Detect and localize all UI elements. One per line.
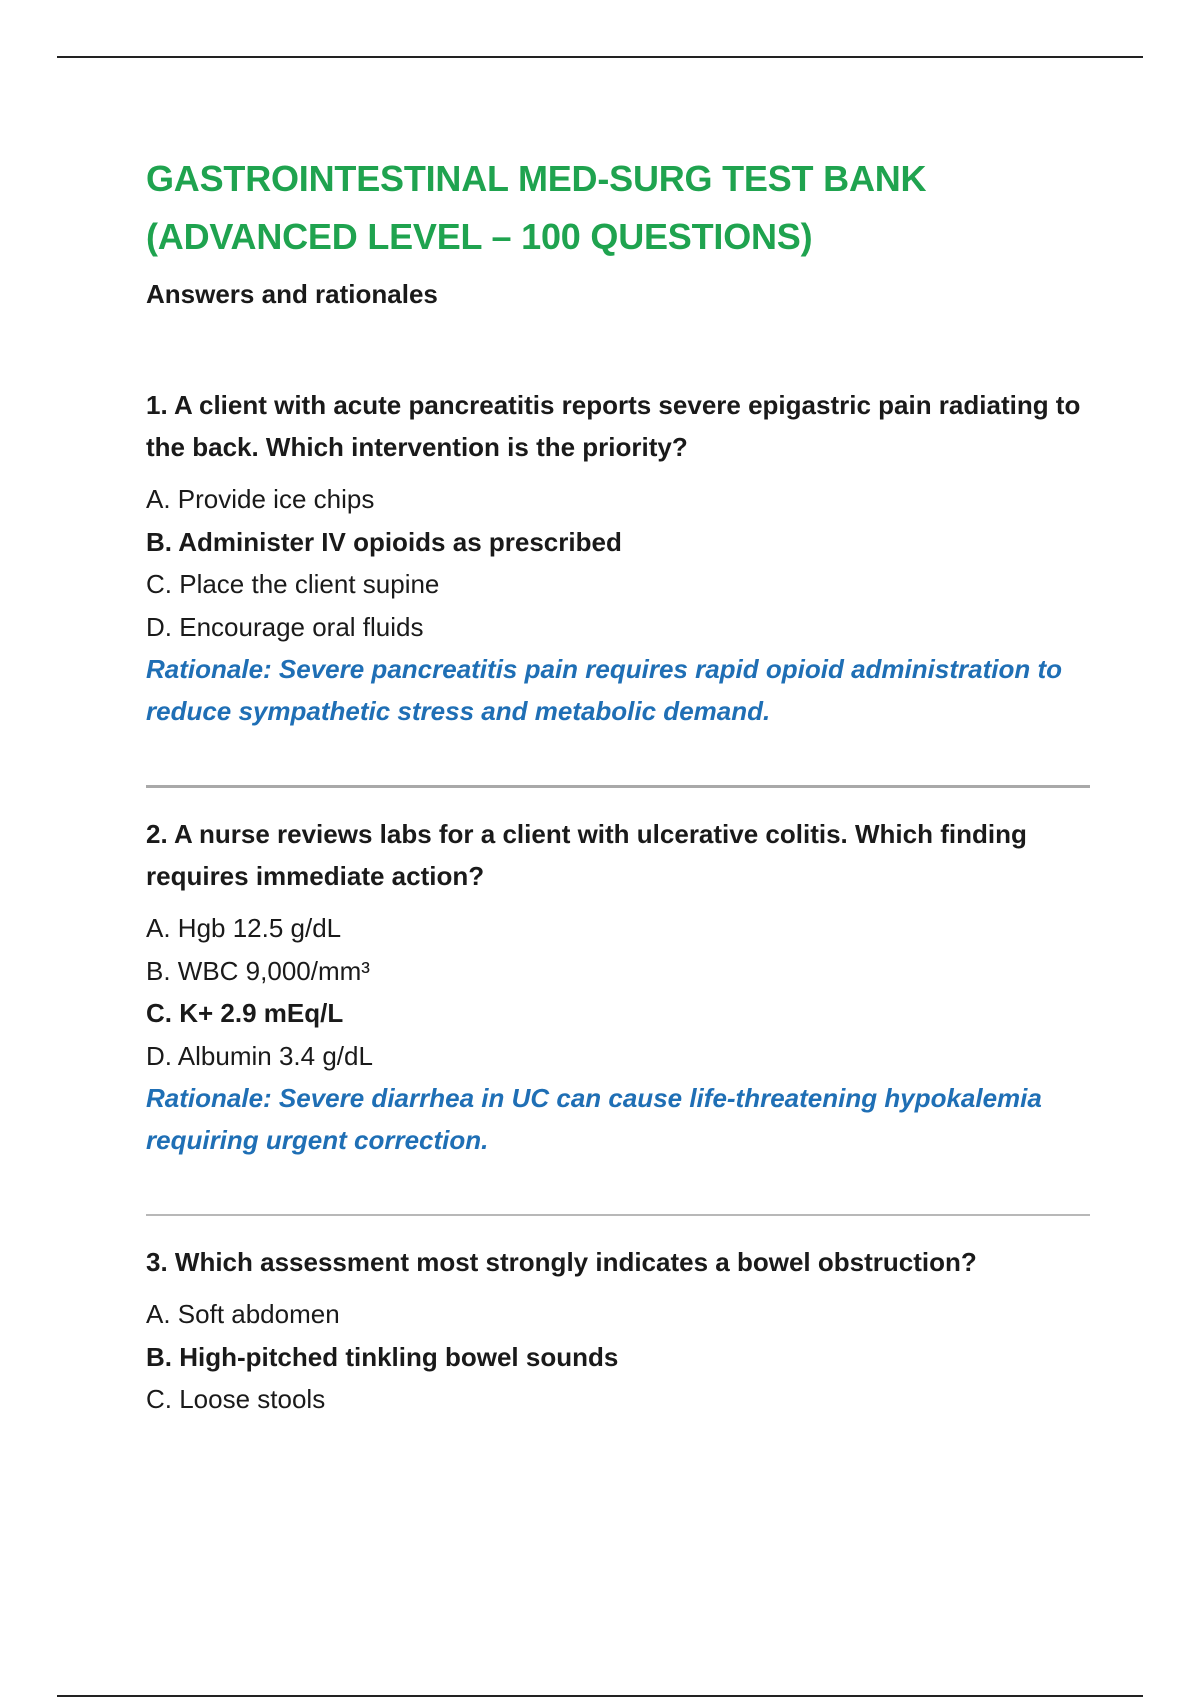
answer-option-d: D. Albumin 3.4 g/dL: [146, 1040, 373, 1071]
answer-option-c-correct: C. K+ 2.9 mEq/L: [146, 998, 344, 1028]
question-text: 2. A nurse reviews labs for a client with ulcerative colitis. Which finding requires immediate action?: [146, 819, 1027, 891]
document-title: [146, 150, 1090, 266]
question-1: [146, 384, 1090, 732]
rationale-text: Rationale: Severe diarrhea in UC can cause life-threatening hypokalemia requiring urgent correction.: [146, 1083, 1042, 1155]
question-text: 3. Which assessment most strongly indicates a bowel obstruction?: [146, 1247, 977, 1277]
question-3: [146, 1241, 1090, 1421]
page-top-rule: [57, 56, 1143, 58]
answer-option-b-correct: B. High-pitched tinkling bowel sounds: [146, 1341, 619, 1372]
document-body: [146, 150, 1090, 1421]
question-2: [146, 813, 1090, 1161]
answer-option-d: D. Encourage oral fluids: [146, 611, 424, 642]
answer-option-b: B. WBC 9,000/mm³: [146, 955, 370, 986]
answer-option-a: A. Soft abdomen: [146, 1299, 340, 1329]
document-subtitle: Answers and rationales: [146, 279, 438, 309]
answer-option-a: A. Hgb 12.5 g/dL: [146, 913, 342, 943]
question-text: 1. A client with acute pancreatitis reports severe epigastric pain radiating to the back. Which intervention is the priority?: [146, 390, 1081, 462]
document-title-line-2: (ADVANCED LEVEL – 100 QUESTIONS): [146, 216, 813, 257]
answer-option-c: C. Place the client supine: [146, 569, 440, 599]
section-divider: [146, 785, 1090, 788]
answer-option-c: C. Loose stools: [146, 1384, 326, 1414]
rationale-text: Rationale: Severe pancreatitis pain requires rapid opioid administration to reduce sympathetic stress and metabolic demand.: [146, 654, 1062, 726]
section-divider: [146, 1214, 1090, 1216]
answer-option-a: A. Provide ice chips: [146, 484, 375, 514]
answer-option-b-correct: B. Administer IV opioids as prescribed: [146, 526, 622, 557]
document-title-line-1: GASTROINTESTINAL MED-SURG TEST BANK: [146, 158, 927, 199]
page-bottom-rule: [57, 1695, 1143, 1697]
